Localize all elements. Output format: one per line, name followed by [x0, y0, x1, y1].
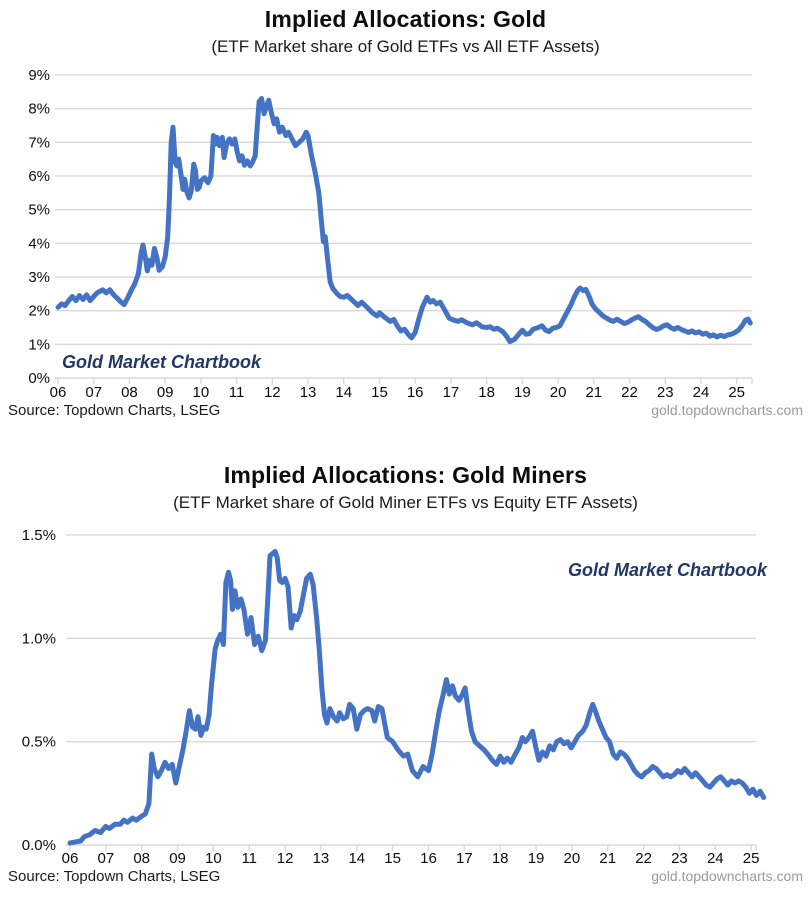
miners-chart-watermark: Gold Market Chartbook	[567, 560, 767, 580]
svg-text:17: 17	[456, 850, 473, 867]
svg-text:0.5%: 0.5%	[21, 733, 56, 751]
svg-text:2%: 2%	[28, 302, 50, 320]
miners-chart-source: Source: Topdown Charts, LSEG	[8, 868, 221, 885]
svg-text:18: 18	[478, 384, 495, 401]
gold-chart-site-link: gold.topdowncharts.com	[651, 402, 803, 418]
svg-text:3%: 3%	[28, 268, 50, 286]
svg-text:21: 21	[599, 850, 617, 867]
svg-text:5%: 5%	[28, 201, 50, 219]
svg-text:17: 17	[442, 384, 460, 401]
svg-text:22: 22	[621, 384, 638, 401]
svg-text:8%: 8%	[28, 100, 50, 118]
svg-text:9%: 9%	[28, 66, 50, 84]
svg-text:20: 20	[563, 850, 581, 867]
svg-text:25: 25	[742, 850, 760, 867]
svg-text:25: 25	[728, 384, 746, 401]
svg-text:6%: 6%	[28, 167, 50, 185]
miners-chart-subtitle: (ETF Market share of Gold Miner ETFs vs Equity ETF Assets)	[173, 493, 638, 512]
svg-text:1.5%: 1.5%	[21, 526, 56, 544]
svg-text:13: 13	[299, 384, 317, 401]
svg-text:08: 08	[133, 850, 151, 867]
svg-text:0.0%: 0.0%	[21, 837, 56, 854]
svg-text:14: 14	[348, 850, 366, 867]
svg-text:16: 16	[420, 850, 437, 867]
svg-text:11: 11	[228, 384, 245, 401]
svg-text:07: 07	[97, 850, 115, 867]
svg-text:10: 10	[192, 384, 210, 401]
svg-text:22: 22	[635, 850, 652, 867]
svg-text:09: 09	[169, 850, 186, 867]
svg-text:19: 19	[527, 850, 545, 867]
svg-text:4%: 4%	[28, 235, 50, 253]
svg-text:1.0%: 1.0%	[21, 630, 56, 648]
gold-chart-subtitle: (ETF Market share of Gold ETFs vs All ETF Assets)	[211, 37, 600, 56]
svg-text:06: 06	[49, 384, 67, 401]
miners-chart-site-link: gold.topdowncharts.com	[651, 868, 803, 884]
gold-chart-watermark: Gold Market Chartbook	[62, 352, 262, 372]
svg-text:12: 12	[276, 850, 294, 867]
svg-text:09: 09	[156, 384, 174, 401]
svg-text:21: 21	[585, 384, 603, 401]
svg-text:23: 23	[671, 850, 688, 867]
svg-text:7%: 7%	[28, 134, 50, 152]
svg-text:24: 24	[706, 850, 724, 867]
svg-text:23: 23	[656, 384, 674, 401]
svg-text:12: 12	[263, 384, 281, 401]
svg-text:15: 15	[384, 850, 401, 867]
svg-text:10: 10	[205, 850, 222, 867]
svg-text:18: 18	[491, 850, 509, 867]
gold-chart-source-row	[8, 402, 803, 419]
miners-chart-source-row	[8, 868, 803, 885]
svg-text:15: 15	[371, 384, 388, 401]
svg-text:16: 16	[406, 384, 424, 401]
svg-text:20: 20	[549, 384, 567, 401]
svg-text:14: 14	[335, 384, 353, 401]
miners-chart-title: Implied Allocations: Gold Miners	[223, 462, 588, 488]
svg-text:06: 06	[61, 850, 79, 867]
gold-chart-title: Implied Allocations: Gold	[264, 6, 547, 32]
svg-text:0%: 0%	[28, 370, 50, 387]
svg-text:1%: 1%	[28, 336, 50, 354]
svg-text:19: 19	[514, 384, 531, 401]
svg-text:13: 13	[312, 850, 330, 867]
gold-chart-source: Source: Topdown Charts, LSEG	[8, 402, 221, 419]
svg-text:08: 08	[121, 384, 138, 401]
svg-text:24: 24	[692, 384, 710, 401]
svg-text:07: 07	[85, 384, 103, 401]
svg-text:11: 11	[241, 850, 258, 867]
